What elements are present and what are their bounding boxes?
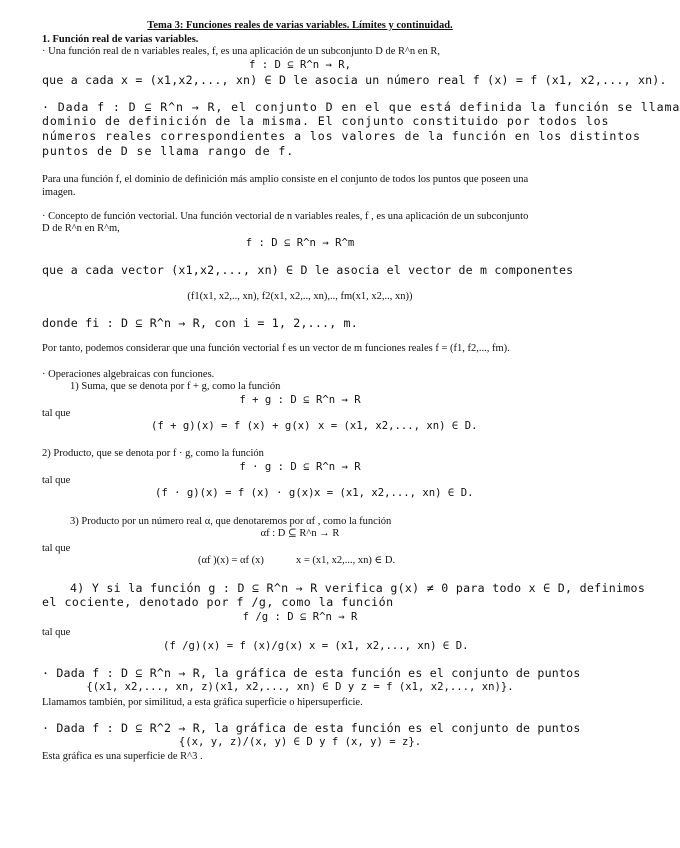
formula: f /g : D ⊆ R^n → R: [242, 611, 358, 623]
formula: f · g : D ⊆ R^n → R: [239, 461, 361, 473]
formula: (f · g)(x) = f (x) · g(x): [155, 487, 315, 499]
formula: x = (x1, x2,..., xn) ∈ D.: [296, 555, 396, 566]
paragraph-line: Llamamos también, por similitud, a esta gráfica superficie o hipersuperficie.: [42, 697, 363, 708]
paragraph-line: tal que: [42, 408, 71, 419]
paragraph-line: que a cada vector (x1,x2,..., xn) ∈ D le asocia el vector de m componentes: [42, 263, 574, 277]
paragraph-line: D de R^n en R^m,: [42, 223, 120, 234]
paragraph-line: 2) Producto, que se denota por f · g, como la función: [42, 448, 264, 459]
paragraph-line: Por tanto, podemos considerar que una función vectorial f es un vector de m funciones reales f = (f1, f2,..., fm).: [42, 343, 510, 354]
formula: αf : D ⊆ R^n → R: [260, 528, 340, 539]
formula: (αf )(x) = αf (x): [198, 555, 264, 566]
formula: (f + g)(x) = f (x) + g(x): [151, 420, 311, 432]
paragraph-line: Para una función f, el dominio de definición más amplio consiste en el conjunto de todos los puntos que poseen una: [42, 174, 529, 185]
formula: x = (x1, x2,..., xn) ∈ D.: [314, 487, 474, 499]
paragraph-line: donde fi : D ⊆ R^n → R, con i = 1, 2,..., m.: [42, 316, 358, 330]
section-heading: 1. Función real de varias variables.: [42, 34, 199, 45]
formula: (f /g)(x) = f (x)/g(x): [163, 640, 304, 652]
formula: f : D ⊆ R^n → R,: [248, 59, 352, 71]
paragraph-line: imagen.: [42, 187, 76, 198]
paragraph-line: · Dada f : D ⊆ R^n → R, el conjunto D en el que está definida la función se llama: [42, 100, 680, 114]
paragraph-line: dominio de definición de la misma. El conjunto constituido por todos los: [42, 114, 610, 128]
paragraph-line: 1) Suma, que se denota por f + g, como la función: [70, 381, 281, 392]
paragraph-line: que a cada x = (x1,x2,..., xn) ∈ D le asocia un número real f (x) = f (x1, x2,..., xn).: [42, 73, 667, 87]
paragraph-line: el cociente, denotado por f /g, como la función: [42, 595, 394, 609]
paragraph-line: números reales correspondientes a los valores de la función en los distintos: [42, 129, 641, 143]
formula: x = (x1, x2,..., xn) ∈ D.: [309, 640, 469, 652]
paragraph-line: · Concepto de función vectorial. Una función vectorial de n variables reales, f , es una aplicación de un subconjunto: [42, 211, 529, 222]
formula: (f1(x1, x2,.., xn), f2(x1, x2,.., xn),.., fm(x1, x2,.., xn)): [187, 291, 413, 302]
paragraph-line: · Una función real de n variables reales, f, es una aplicación de un subconjunto D de R^n en R,: [42, 46, 440, 57]
paragraph-line: Esta gráfica es una superficie de R^3 .: [42, 751, 203, 762]
paragraph-line: tal que: [42, 543, 71, 554]
document-title: Tema 3: Funciones reales de varias variables. Límites y continuidad.: [147, 20, 453, 31]
formula: f + g : D ⊆ R^n → R: [239, 394, 361, 406]
formula: f : D ⊆ R^n → R^m: [245, 237, 355, 249]
paragraph-line: puntos de D se llama rango de f.: [42, 144, 295, 158]
formula: x = (x1, x2,..., xn) ∈ D.: [318, 420, 478, 432]
paragraph-line: 4) Y si la función g : D ⊆ R^n → R verifica g(x) ≠ 0 para todo x ∈ D, definimos: [70, 581, 646, 595]
paragraph-line: · Dada f : D ⊆ R^2 → R, la gráfica de esta función es el conjunto de puntos: [42, 721, 581, 735]
paragraph-line: · Operaciones algebraicas con funciones.: [42, 369, 215, 380]
paragraph-line: · Dada f : D ⊆ R^n → R, la gráfica de esta función es el conjunto de puntos: [42, 666, 581, 680]
formula: {(x, y, z)/(x, y) ∈ D y f (x, y) = z}.: [178, 736, 422, 748]
formula: {(x1, x2,..., xn, z)(x1, x2,..., xn) ∈ D y z = f (x1, x2,..., xn)}.: [86, 681, 514, 693]
paragraph-line: 3) Producto por un número real α, que denotaremos por αf , como la función: [70, 516, 392, 527]
paragraph-line: tal que: [42, 475, 71, 486]
paragraph-line: tal que: [42, 627, 71, 638]
